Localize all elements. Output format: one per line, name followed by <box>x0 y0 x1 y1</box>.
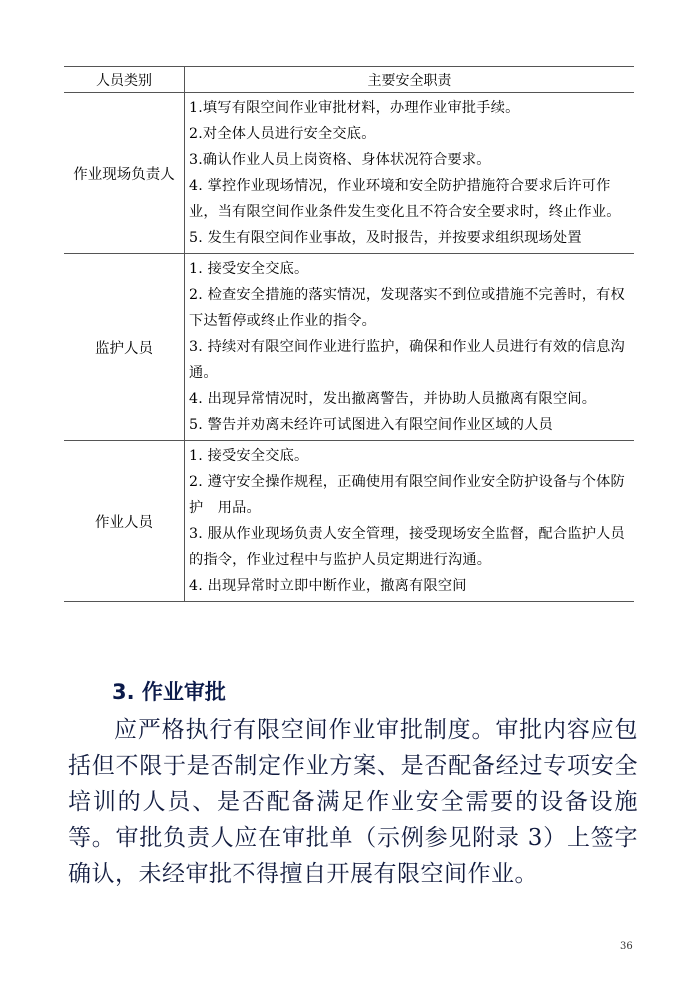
duty-item: 5. 发生有限空间作业事故，及时报告，并按要求组织现场处置 <box>189 230 582 246</box>
header-main-duties: 主要安全职责 <box>185 67 635 93</box>
section-heading: 3. 作业审批 <box>112 680 226 704</box>
category-site-leader: 作业现场负责人 <box>64 93 185 254</box>
duty-item: 2. 遵守安全操作规程，正确使用有限空间作业安全防护设备与个体防护 用品。 <box>189 474 625 516</box>
duty-item: 2.对全体人员进行安全交底。 <box>189 126 376 142</box>
duty-item: 4. 出现异常情况时，发出撤离警告，并协助人员撤离有限空间。 <box>189 391 597 407</box>
duty-item: 5. 警告并劝离未经许可试图进入有限空间作业区域的人员 <box>189 417 553 433</box>
table-row <box>64 93 634 254</box>
duty-item: 4. 出现异常时立即中断作业，撤离有限空间 <box>189 578 467 594</box>
duties-list <box>185 441 635 602</box>
table-row <box>64 441 634 602</box>
page-number: 36 <box>620 941 633 952</box>
duty-item: 3. 服从作业现场负责人安全管理，接受现场安全监督，配合监护人员的指令，作业过程中与监护人员定期进行沟通。 <box>189 526 625 568</box>
duties-list <box>185 254 635 441</box>
table-header-row <box>64 67 634 93</box>
category-worker: 作业人员 <box>64 441 185 602</box>
category-guardian: 监护人员 <box>64 254 185 441</box>
duty-item: 1. 接受安全交底。 <box>189 261 309 277</box>
table-row <box>64 254 634 441</box>
duty-item: 3. 持续对有限空间作业进行监护，确保和作业人员进行有效的信息沟通。 <box>189 339 625 381</box>
section-paragraph: 应严格执行有限空间作业审批制度。审批内容应包括但不限于是否制定作业方案、是否配备经过专项安全培训的人员、是否配备满足作业安全需要的设备设施等。审批负责人应在审批单（示例参见附录 3）上签字确认，未经审批不得擅自开展有限空间作业。 <box>68 717 638 887</box>
duty-item: 2. 检查安全措施的落实情况，发现落实不到位或措施不完善时，有权下达暂停或终止作业的指令。 <box>189 287 625 329</box>
duty-item: 1.填写有限空间作业审批材料，办理作业审批手续。 <box>189 100 520 116</box>
duty-item: 1. 接受安全交底。 <box>189 448 309 464</box>
safety-duties-table <box>64 66 634 602</box>
duties-list <box>185 93 635 254</box>
duty-item: 4. 掌控作业现场情况，作业环境和安全防护措施符合要求后许可作业，当有限空间作业条件发生变化且不符合安全要求时，终止作业。 <box>189 178 621 220</box>
header-personnel-category: 人员类别 <box>64 67 185 93</box>
duty-item: 3.确认作业人员上岗资格、身体状况符合要求。 <box>189 152 491 168</box>
